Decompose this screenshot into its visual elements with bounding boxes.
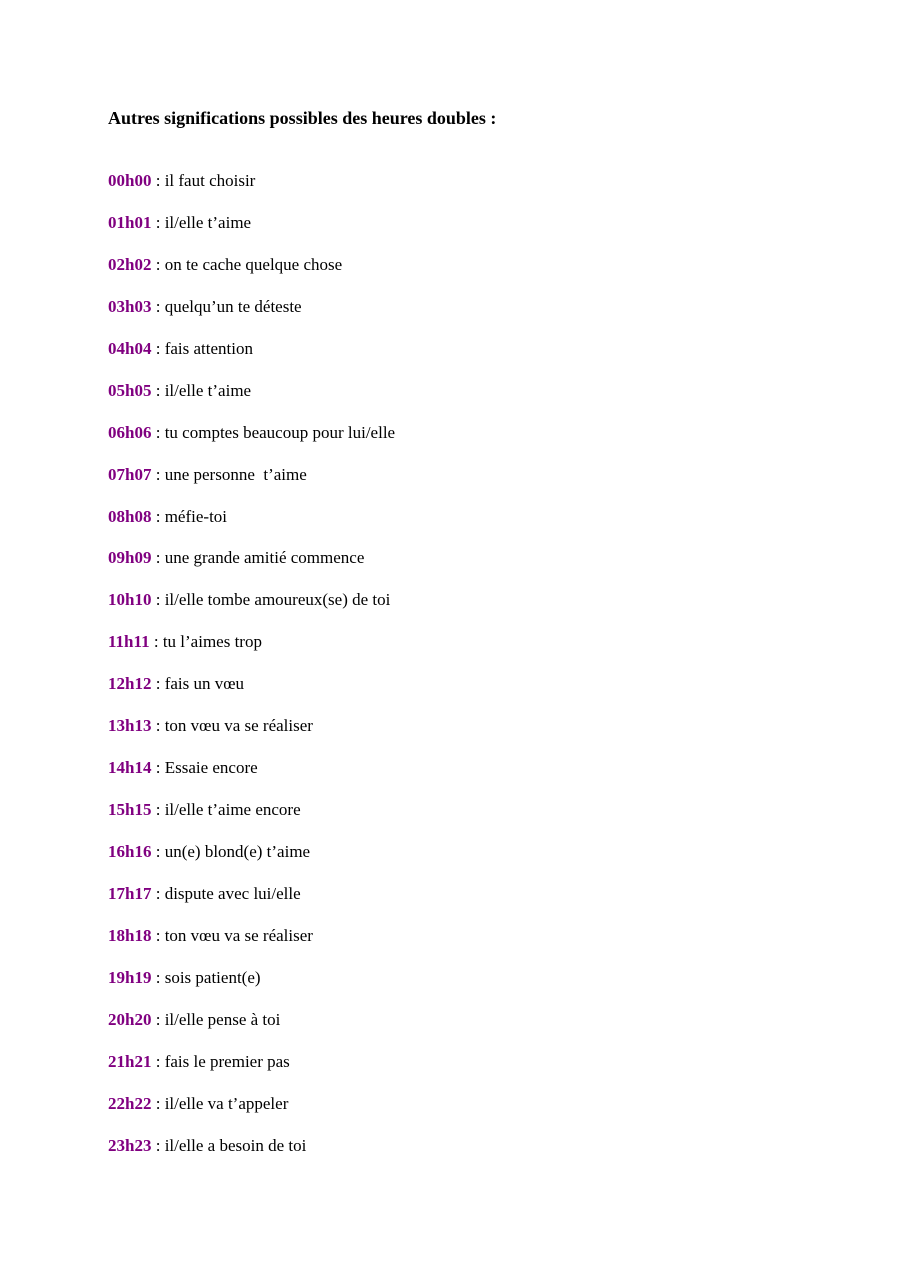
hour-label: 01h01	[108, 212, 152, 232]
list-item	[108, 546, 395, 588]
meaning-text: il/elle pense à toi	[164, 1009, 281, 1029]
meaning-text: méfie-toi	[164, 506, 228, 526]
separator: :	[151, 674, 165, 694]
separator: :	[151, 254, 165, 274]
list-item	[108, 1134, 395, 1176]
meaning-text: il/elle t’aime	[164, 380, 252, 400]
meaning-text: ton vœu va se réaliser	[164, 716, 313, 736]
separator: :	[151, 758, 165, 778]
meaning-text: un(e) blond(e) t’aime	[164, 842, 311, 861]
meaning-text: dispute avec lui/elle	[164, 883, 301, 903]
meaning-text: il/elle a besoin de toi	[164, 1135, 307, 1155]
list-item	[108, 169, 395, 211]
meaning-text: fais un vœu	[164, 674, 245, 694]
meaning-text: il/elle t’aime	[164, 212, 252, 232]
list-item	[108, 840, 395, 882]
list-item	[108, 1050, 395, 1092]
separator: :	[151, 171, 165, 190]
separator: :	[149, 632, 163, 652]
meaning-text: fais le premier pas	[164, 1051, 290, 1071]
list-item	[108, 505, 395, 547]
separator: :	[151, 380, 165, 400]
hour-label: 18h18	[108, 925, 152, 945]
hour-label: 13h13	[108, 716, 152, 736]
list-item	[108, 1008, 395, 1050]
separator: :	[151, 506, 165, 526]
list-item	[108, 421, 395, 463]
hour-label: 23h23	[108, 1135, 152, 1155]
hour-label: 05h05	[108, 380, 152, 400]
page-title: Autres significations possibles des heures doubles :	[108, 108, 497, 128]
list-item	[108, 924, 395, 966]
hour-label: 22h22	[108, 1093, 152, 1113]
separator: :	[151, 800, 165, 820]
hour-label: 14h14	[108, 758, 152, 778]
list-item	[108, 630, 395, 672]
hour-label: 03h03	[108, 296, 152, 316]
separator: :	[151, 296, 165, 316]
hour-label: 09h09	[108, 548, 152, 568]
meaning-text: une grande amitié commence	[164, 548, 365, 568]
hour-label: 16h16	[108, 842, 152, 861]
list-item	[108, 756, 395, 798]
hour-label: 02h02	[108, 254, 152, 274]
list-item	[108, 295, 395, 337]
hour-label: 17h17	[108, 883, 152, 903]
meaning-text: il/elle tombe amoureux(se) de toi	[164, 590, 391, 610]
list-item	[108, 463, 395, 505]
list-item	[108, 379, 395, 421]
separator: :	[151, 548, 165, 568]
list-item	[108, 882, 395, 924]
separator: :	[151, 925, 165, 945]
meaning-text: sois patient(e)	[164, 967, 261, 987]
hour-label: 00h00	[108, 171, 152, 190]
hour-label: 08h08	[108, 506, 152, 526]
separator: :	[151, 464, 165, 484]
meaning-text: quelqu’un te déteste	[164, 296, 302, 316]
meaning-text: ton vœu va se réaliser	[164, 925, 313, 945]
meaning-text: on te cache quelque chose	[164, 254, 343, 274]
meaning-text: il/elle t’aime encore	[164, 800, 301, 820]
hour-label: 04h04	[108, 338, 152, 358]
list-item	[108, 337, 395, 379]
separator: :	[151, 716, 165, 736]
hour-label: 15h15	[108, 800, 152, 820]
separator: :	[151, 338, 165, 358]
meaning-text: une personne t’aime	[164, 464, 307, 484]
hour-label: 12h12	[108, 674, 152, 694]
hour-label: 10h10	[108, 590, 152, 610]
meaning-text: Essaie encore	[164, 758, 258, 778]
list-item	[108, 253, 395, 295]
separator: :	[151, 967, 165, 987]
hour-label: 11h11	[108, 632, 150, 652]
list-item	[108, 588, 395, 630]
separator: :	[151, 422, 165, 442]
list-item	[108, 1092, 395, 1134]
list-item	[108, 966, 395, 1008]
hour-meaning-list	[108, 169, 395, 1176]
separator: :	[151, 842, 165, 861]
separator: :	[151, 1135, 165, 1155]
separator: :	[151, 590, 165, 610]
hour-label: 20h20	[108, 1009, 152, 1029]
meaning-text: il/elle va t’appeler	[164, 1093, 289, 1113]
separator: :	[151, 1051, 165, 1071]
hour-label: 07h07	[108, 464, 152, 484]
separator: :	[151, 212, 165, 232]
hour-label: 19h19	[108, 967, 152, 987]
meaning-text: tu comptes beaucoup pour lui/elle	[164, 422, 396, 442]
separator: :	[151, 1093, 165, 1113]
hour-label: 21h21	[108, 1051, 152, 1071]
separator: :	[151, 1009, 165, 1029]
list-item	[108, 211, 395, 253]
list-item	[108, 798, 395, 840]
meaning-text: fais attention	[164, 338, 253, 358]
list-item	[108, 672, 395, 714]
list-item	[108, 714, 395, 756]
meaning-text: il faut choisir	[164, 171, 256, 190]
hour-label: 06h06	[108, 422, 152, 442]
meaning-text: tu l’aimes trop	[162, 632, 262, 652]
separator: :	[151, 883, 165, 903]
